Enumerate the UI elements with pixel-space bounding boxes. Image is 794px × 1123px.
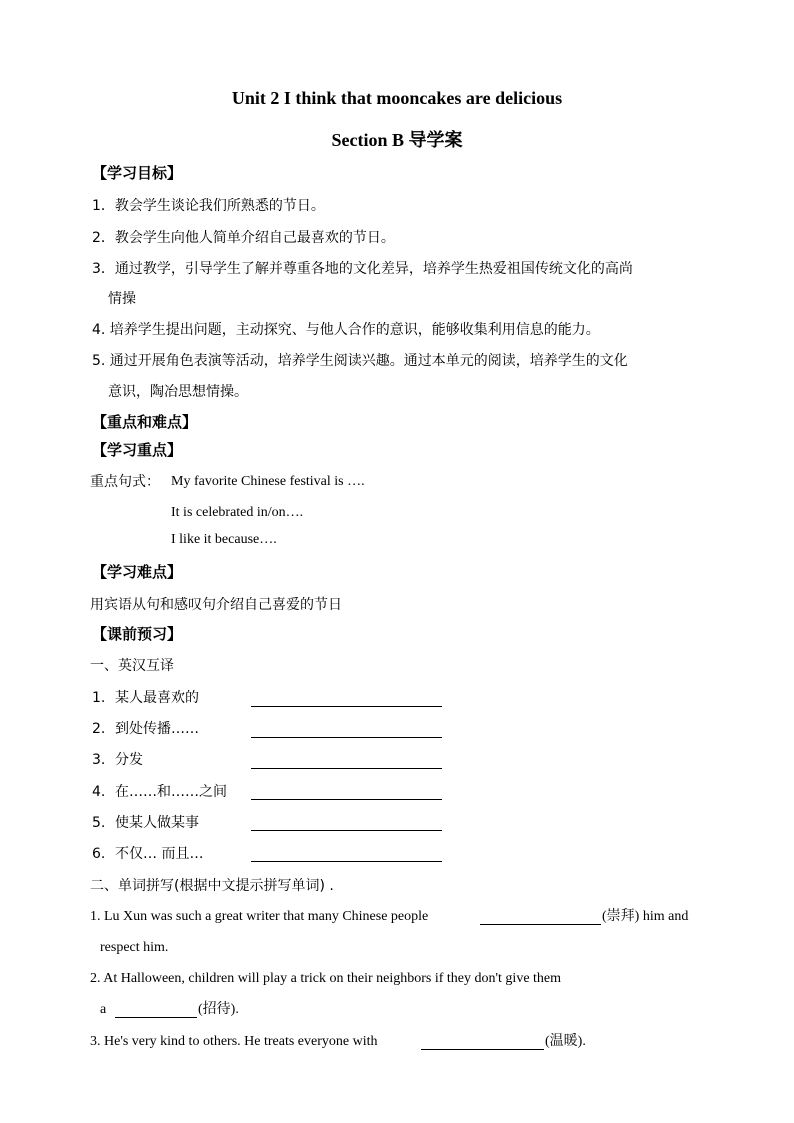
goal-item: 4. 培养学生提出问题，主动探究、与他人合作的意识，能够收集利用信息的能力。 [92, 322, 600, 338]
goals-heading: 【学习目标】 [92, 166, 183, 182]
answer-blank[interactable] [421, 1049, 544, 1050]
item-text: 不仅… 而且… [115, 846, 204, 862]
goal-item: 3．通过教学，引导学生了解并尊重各地的文化差异，培养学生热爱祖国传统文化的高尚 [92, 261, 633, 277]
item-text: 某人最喜欢的 [115, 690, 199, 706]
goal-item: 5. 通过开展角色表演等活动，培养学生阅读兴趣。通过本单元的阅读，培养学生的文化 [92, 353, 628, 369]
answer-blank[interactable] [115, 1017, 197, 1018]
answer-blank[interactable] [480, 924, 601, 925]
item-text: 使某人做某事 [115, 815, 199, 831]
question-1-hint: (崇拜) him and [602, 909, 689, 924]
key-sentence: My favorite Chinese festival is …. [171, 474, 365, 489]
item-number: 4. [92, 784, 106, 800]
answer-blank[interactable] [251, 799, 442, 800]
item-number: 3. [92, 752, 106, 768]
difficulty-heading: 【学习难点】 [92, 565, 183, 581]
answer-blank[interactable] [251, 737, 442, 738]
difficulty-text: 用宾语从句和感叹句介绍自己喜爱的节日 [90, 597, 342, 613]
answer-blank[interactable] [251, 861, 442, 862]
item-number: 1. [92, 690, 106, 706]
item-text: 分发 [115, 752, 143, 768]
item-number: 6. [92, 846, 106, 862]
key-sentence: I like it because…. [171, 532, 277, 547]
key-sentence: It is celebrated in/on…. [171, 505, 304, 520]
goal-item: 2．教会学生向他人简单介绍自己最喜欢的节日。 [92, 230, 395, 246]
question-2-text: 2. At Halloween, children will play a trick on their neighbors if they don't give them [90, 971, 562, 986]
part1-heading: 一、英汉互译 [90, 658, 174, 674]
document-subtitle: Section B 导学案 [331, 130, 463, 150]
key-sentence-label: 重点句式： [90, 474, 160, 490]
goal-item: 1．教会学生谈论我们所熟悉的节日。 [92, 198, 325, 214]
answer-blank[interactable] [251, 768, 442, 769]
question-3-text: 3. He's very kind to others. He treats everyone with [90, 1034, 378, 1049]
question-1-continued: respect him. [100, 940, 169, 955]
document-title: Unit 2 I think that mooncakes are delicious [231, 88, 563, 108]
key-points-heading: 【学习重点】 [92, 443, 183, 459]
answer-blank[interactable] [251, 830, 442, 831]
question-1-text: 1. Lu Xun was such a great writer that many Chinese people [90, 909, 429, 924]
question-3-hint: (温暖). [545, 1034, 586, 1049]
question-2-hint: (招待). [198, 1002, 239, 1017]
key-difficulty-heading: 【重点和难点】 [92, 415, 198, 431]
item-number: 5. [92, 815, 106, 831]
item-number: 2. [92, 721, 106, 737]
answer-blank[interactable] [251, 706, 442, 707]
question-2-continued: a [100, 1002, 107, 1017]
goal-item-continued: 情操 [108, 291, 136, 307]
part2-heading: 二、单词拼写(根据中文提示拼写单词) . [90, 878, 334, 894]
item-text: 到处传播…… [115, 721, 199, 737]
goal-item-continued: 意识，陶冶思想情操。 [108, 384, 248, 400]
item-text: 在……和……之间 [115, 784, 227, 800]
preview-heading: 【课前预习】 [92, 627, 183, 643]
